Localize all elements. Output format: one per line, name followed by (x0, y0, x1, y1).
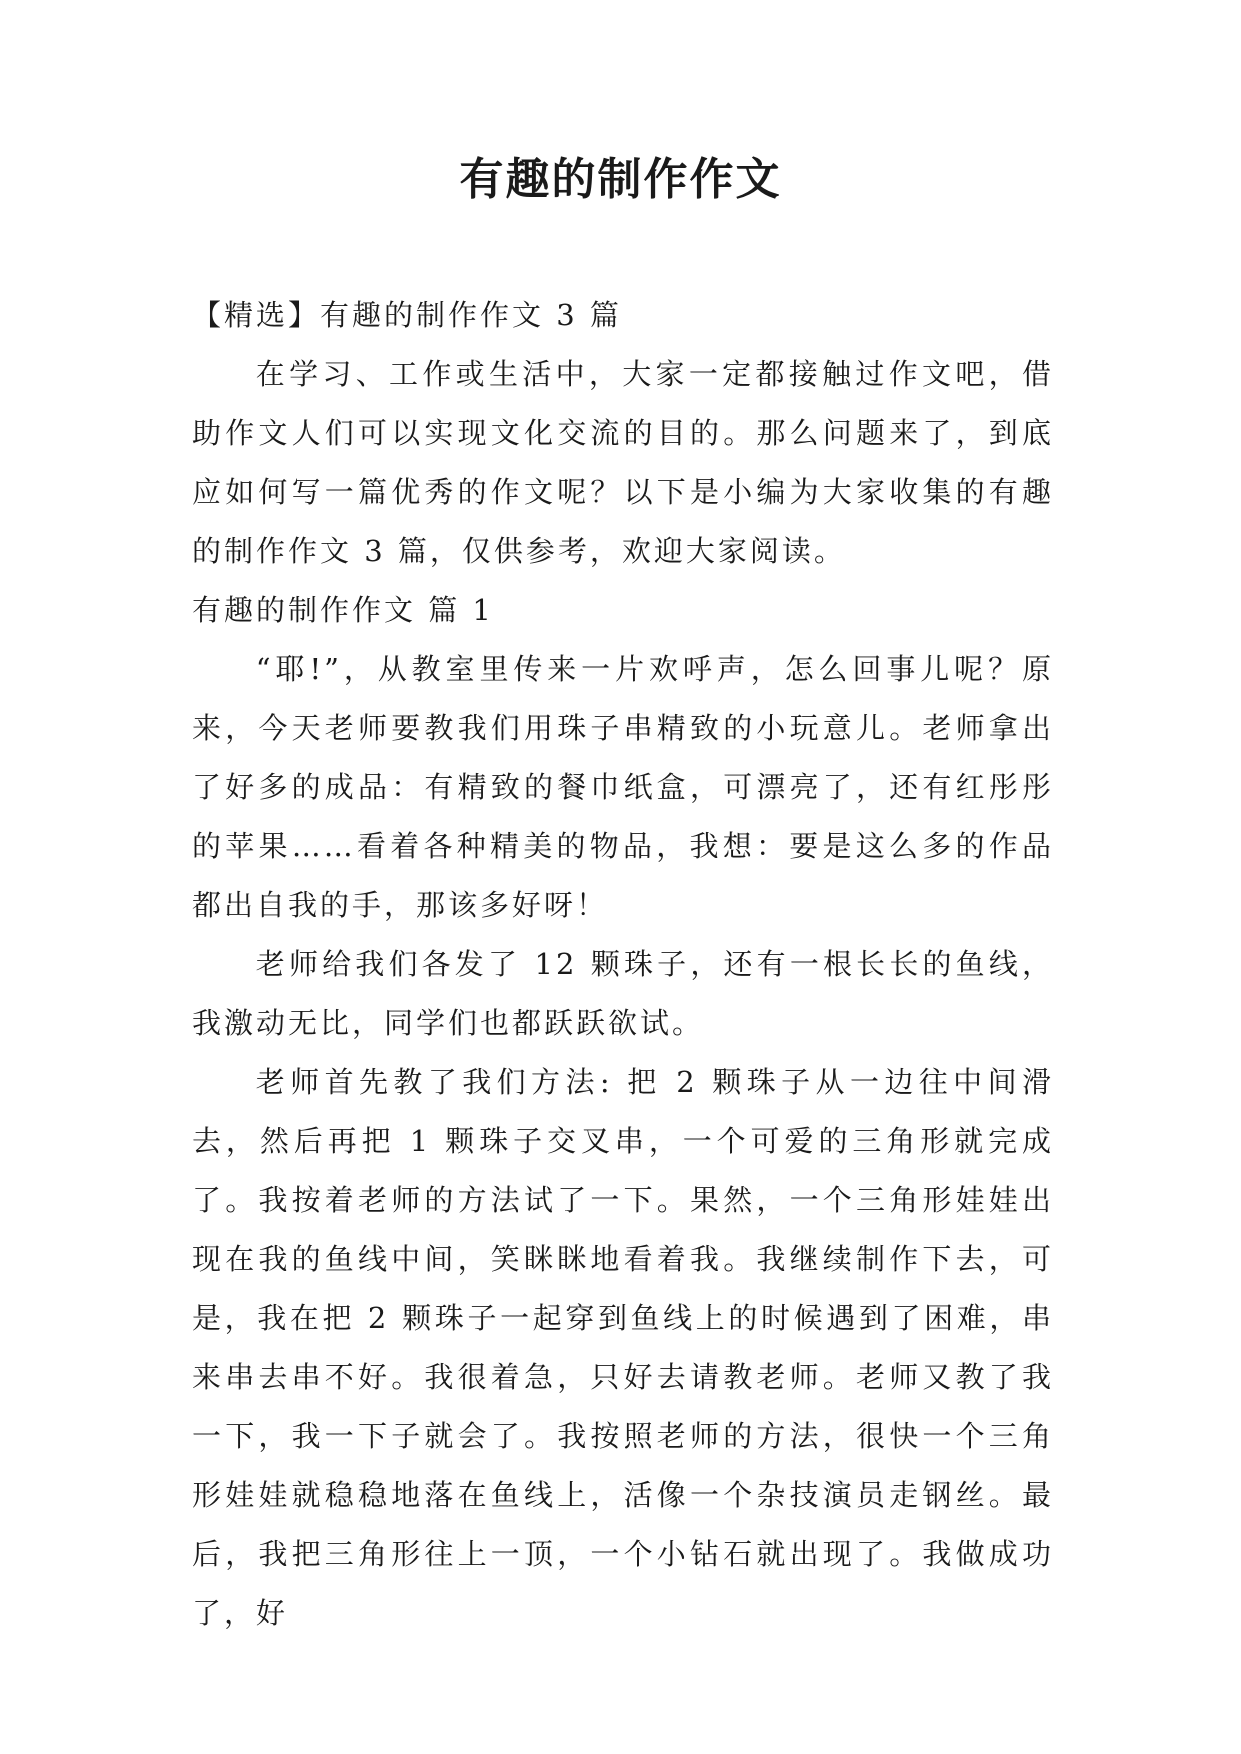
document-subtitle: 【精选】有趣的制作作文 3 篇 (192, 298, 622, 332)
body-paragraph: “耶!”，从教室里传来一片欢呼声，怎么回事儿呢？原来，今天老师要教我们用珠子串精致的小玩意儿。老师拿出了好多的成品：有精致的餐巾纸盒，可漂亮了，还有红彤彤的苹果……看着各种精美的物品，我想：要是这么多的作品都出自我的手，那该多好呀！ (192, 652, 1054, 922)
body-paragraph: 老师首先教了我们方法: 把 2 颗珠子从一边往中间滑去，然后再把 1 颗珠子交叉串，一个可爱的三角形就完成了。我按着老师的方法试了一下。果然，一个三角形娃娃出现在我的鱼线中间，笑眯眯地看着我。我继续制作下去，可是，我在把 2 颗珠子一起穿到鱼线上的时候遇到了困难，串来串去串不好。我很着急，只好去请教老师。老师又教了我一下，我一下子就会了。我按照老师的方法，很快一个三角形娃娃就稳稳地落在鱼线上，活像一个杂技演员走钢丝。最后，我把三角形往上一顶，一个小钻石就出现了。我做成功了，好 (192, 1065, 1054, 1630)
document-body (192, 286, 1054, 1643)
document-title: 有趣的制作作文 (459, 154, 782, 205)
section-heading: 有趣的制作作文 篇 1 (192, 593, 494, 627)
intro-paragraph: 在学习、工作或生活中，大家一定都接触过作文吧，借助作文人们可以实现文化交流的目的。那么问题来了，到底应如何写一篇优秀的作文呢？以下是小编为大家收集的有趣的制作作文 3 篇，仅供参考，欢迎大家阅读。 (192, 357, 1054, 568)
body-paragraph: 老师给我们各发了 12 颗珠子，还有一根长长的鱼线，我激动无比，同学们也都跃跃欲试。 (192, 947, 1054, 1040)
